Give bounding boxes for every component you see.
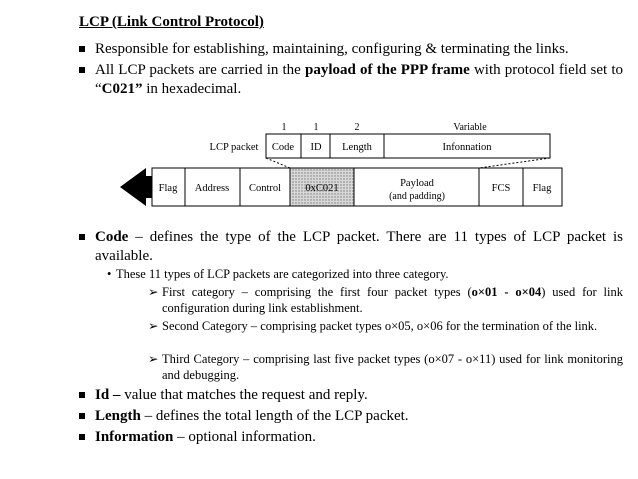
lcp-packet-label: LCP packet — [209, 142, 259, 153]
category-text: ) used for link configuration during link establishment. — [162, 285, 623, 315]
size-label: Variable — [453, 122, 487, 133]
bullet-length — [79, 407, 623, 426]
ppp-frame-diagram — [112, 118, 572, 216]
sub-bullet-dot-icon: • — [107, 267, 112, 281]
bullet-text: with protocol field set to “ — [95, 62, 623, 97]
arrow-bullet-icon: ➢ — [148, 352, 159, 366]
bullet-text: All LCP packets are carried in the — [95, 62, 305, 78]
bullet-text: in hexadecimal. — [142, 81, 242, 97]
category-text: Third Category – comprising last five packet types (o×07 - o×11) used for link monitoring and debugging. — [162, 352, 623, 382]
frame-field-flag: Flag — [158, 183, 178, 194]
bullet-code — [79, 228, 623, 266]
bullet-text: – defines the type of the LCP packet. There are 11 types of LCP packet is available. — [95, 229, 623, 264]
frame-field-fcs: FCS — [491, 183, 511, 194]
lcp-field-id: ID — [310, 142, 322, 153]
bullet-square-icon — [79, 392, 85, 398]
lcp-packet-box — [266, 134, 550, 158]
bullet-square-icon — [79, 67, 85, 73]
bullet-responsible — [79, 40, 623, 59]
bullet-bold-text: Information — [95, 429, 174, 445]
bullet-bold-text: Length — [95, 408, 141, 424]
bullet-square-icon — [79, 434, 85, 440]
frame-arrow-shaft — [140, 176, 152, 198]
bullet-bold-text: Id – — [95, 387, 121, 403]
bullet-square-icon — [79, 46, 85, 52]
lcp-field-length: Length — [342, 142, 372, 153]
bullet-text: – defines the total length of the LCP packet. — [140, 408, 409, 424]
frame-field-address: Address — [194, 183, 230, 194]
bullet-square-icon — [79, 234, 85, 240]
bullet-bold-text: C021” — [101, 81, 143, 97]
bullet-bold-text: Code — [95, 229, 129, 245]
frame-field-flag-end: Flag — [532, 183, 552, 194]
lcp-field-code: Code — [271, 142, 295, 153]
sub-bullet-categories — [107, 266, 623, 282]
size-label: 1 — [313, 122, 319, 133]
bullet-bold-text: payload of the PPP frame — [304, 62, 470, 78]
category-item — [148, 284, 623, 316]
category-item — [148, 318, 623, 334]
category-item — [148, 351, 623, 383]
bullet-id — [79, 386, 623, 405]
bullet-payload — [79, 61, 623, 99]
arrow-bullet-icon: ➢ — [148, 285, 159, 299]
bullet-information — [79, 428, 623, 447]
sub-bullet-text: These 11 types of LCP packets are categorized into three category. — [116, 267, 449, 281]
size-label: 2 — [354, 122, 360, 133]
category-text: First category – comprising the first four packet types ( — [162, 285, 472, 299]
frame-field-payload: Payload — [400, 178, 434, 189]
lcp-field-information: Infonnation — [442, 142, 492, 153]
bullet-text: – optional information. — [173, 429, 316, 445]
arrow-bullet-icon: ➢ — [148, 319, 159, 333]
frame-field-padding: (and padding) — [389, 191, 445, 202]
size-label: 1 — [281, 122, 287, 133]
bullet-text: value that matches the request and reply. — [120, 387, 368, 403]
bullet-text: Responsible for establishing, maintaining, configuring & terminating the links. — [95, 41, 569, 57]
category-text: Second Category – comprising packet types o×05, o×06 for the termination of the link. — [162, 319, 598, 333]
page-title: LCP (Link Control Protocol) — [79, 14, 264, 30]
frame-field-control: Control — [248, 183, 282, 194]
bullet-square-icon — [79, 413, 85, 419]
frame-field-protocol: 0xC021 — [305, 183, 339, 194]
category-bold-text: o×01 - o×04 — [471, 285, 542, 299]
